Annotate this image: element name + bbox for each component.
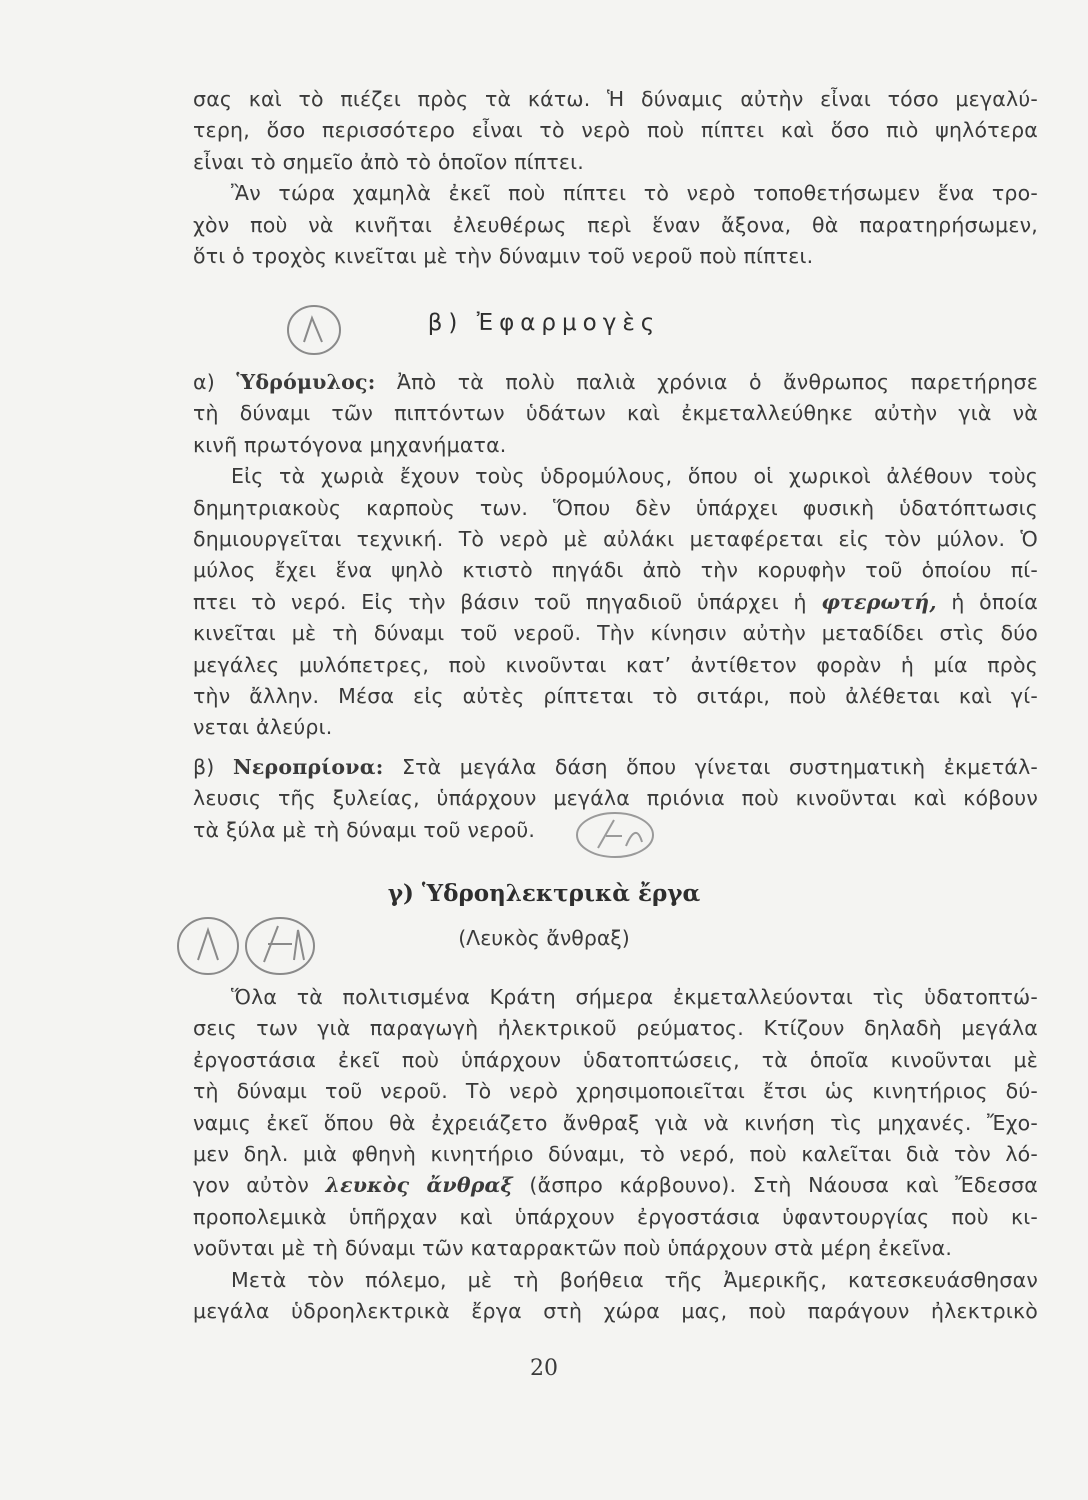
text-line: κινεῖται μὲ τὴ δύναμι τοῦ νεροῦ. Τὴν κίνησιν αὐτὴν μεταδίδει στὶς δύο: [193, 621, 1038, 646]
text-line: Ὅλα τὰ πολιτισμένα Κράτη σήμερα ἐκμεταλλεύονται τὶς ὑδατοπτώ-: [231, 985, 1038, 1009]
text-line: τὴν ἄλλην. Μέσα εἰς αὐτὲς ρίπτεται τὸ σιτάρι, ποὺ ἀλέθεται καὶ γί-: [193, 684, 1038, 709]
text-line: τὰ ξύλα μὲ τὴ δύναμι τοῦ νεροῦ.: [193, 817, 536, 842]
text-line: μεγάλα ὑδροηλεκτρικὰ ἔργα στὴ χώρα μας, ποὺ παράγουν ἠλεκτρικὸ: [193, 1299, 1038, 1324]
section-b-heading: β) Ἐφαρμογὲς: [427, 310, 661, 336]
text-line: εἶναι τὸ σημεῖο ἀπὸ τὸ ὁποῖον πίπτει.: [193, 149, 585, 174]
term-sawmill: Νεροπρίονα:: [232, 755, 384, 779]
item-label: α): [193, 370, 215, 394]
sawmill-paragraph: [193, 752, 1038, 846]
page-number: 20: [530, 1356, 558, 1381]
text-span: ἡ ὁποία: [951, 589, 1039, 614]
text-line: χὸν ποὺ νὰ κινῆται ἐλευθέρως περὶ ἕναν ἄξονα, θὰ παρατηρήσωμεν,: [193, 212, 1038, 237]
text-line: τὴ δύναμι τῶν πιπτόντων ὑδάτων καὶ ἐκμεταλλεύθηκε αὐτὴν γιὰ νὰ: [193, 401, 1038, 426]
text-line: [193, 367, 1038, 398]
text-line: λευσις τῆς ξυλείας, ὑπάρχουν μεγάλα πριόνια ποὺ κινοῦνται καὶ κόβουν: [193, 786, 1038, 811]
text-line: τὴ δύναμι τοῦ νεροῦ. Τὸ νερὸ χρησιμοποιεῖται ἔτσι ὡς κινητήριος δύ-: [193, 1079, 1038, 1104]
watermill-paragraph: [193, 367, 1038, 744]
text-span: Στὰ μεγάλα δάση ὅπου γίνεται συστηματικὴ ἐκμετάλ-: [401, 755, 1039, 779]
item-label: β): [193, 755, 215, 779]
text-line: Μετὰ τὸν πόλεμο, μὲ τὴ βοήθεια τῆς Ἀμερικῆς, κατεσκευάσθησαν: [231, 1267, 1038, 1292]
text-line: [193, 587, 1038, 618]
text-line: μεν δηλ. μιὰ φθηνὴ κινητήριο δύναμι, τὸ νερό, ποὺ καλεῖται διὰ τὸν λό-: [193, 1142, 1038, 1167]
text-span: (ἄσπρο κάρβουνο). Στὴ Νάουσα καὶ Ἔδεσσα: [529, 1173, 1039, 1198]
section-c-heading: γ) Ὑδροηλεκτρικὰ ἔργα: [387, 880, 701, 907]
text-line: προπολεμικὰ ὑπῆρχαν καὶ ὑπάρχουν ἐργοστάσια ὑφαντουργίας ποὺ κι-: [193, 1204, 1038, 1229]
hydro-paragraph-1: [193, 982, 1038, 1327]
text-line: μεγάλες μυλόπετρες, ποὺ κινοῦνται κατ’ ἀντίθετον φορὰν ἡ μία πρὸς: [193, 652, 1038, 677]
text-line: μύλος ἔχει ἕνα ψηλὸ κτιστὸ πηγάδι ἀπὸ τὴν κορυφὴν τοῦ ὁποίου πί-: [193, 558, 1038, 583]
text-line: [193, 1170, 1038, 1201]
term-wheel: φτερωτή,: [821, 589, 937, 614]
text-line: Εἰς τὰ χωριὰ ἔχουν τοὺς ὑδρομύλους, ὅπου οἱ χωρικοὶ ἀλέθουν τοὺς: [231, 464, 1038, 489]
text-line: ναμις ἐκεῖ ὅπου θὰ ἐχρειάζετο ἄνθραξ γιὰ νὰ κινήση τὶς μηχανές. Ἔχο-: [193, 1110, 1038, 1135]
text-line: ἐργοστάσια ἐκεῖ ποὺ ὑπάρχουν ὑδατοπτώσεις, τὰ ὁποῖα κινοῦνται μὲ: [193, 1047, 1038, 1072]
text-line: σας καὶ τὸ πιέζει πρὸς τὰ κάτω. Ἡ δύναμις αὐτὴν εἶναι τόσο μεγαλύ-: [193, 87, 1038, 111]
text-line: Ἂν τώρα χαμηλὰ ἐκεῖ ποὺ πίπτει τὸ νερὸ τοποθετήσωμεν ἕνα τρο-: [231, 181, 1038, 206]
text-line: ὅτι ὁ τροχὸς κινεῖται μὲ τὴν δύναμιν τοῦ νεροῦ ποὺ πίπτει.: [193, 244, 814, 269]
section-c-subheading: (Λευκὸς ἄνθραξ): [458, 926, 630, 950]
text-line: κινῆ πρωτόγονα μηχανήματα.: [193, 432, 507, 457]
text-line: νεται ἀλεύρι.: [193, 715, 333, 740]
text-span: γον αὐτὸν: [193, 1173, 309, 1198]
text-span: πτει τὸ νερό. Εἰς τὴν βάσιν τοῦ πηγαδιοῦ ὑπάρχει ἡ: [193, 589, 807, 614]
text-span: Ἀπὸ τὰ πολὺ παλιὰ χρόνια ὁ ἄνθρωπος παρετήρησε: [396, 370, 1039, 394]
text-line: δημιουργεῖται τεχνική. Τὸ νερὸ μὲ αὐλάκι μεταφέρεται εἰς τὸν μύλον. Ὁ: [193, 527, 1038, 552]
text-line: νοῦνται μὲ τὴ δύναμι τῶν καταρρακτῶν ποὺ ὑπάρχουν στὰ μέρη ἐκεῖνα.: [193, 1236, 953, 1261]
text-line: σεις των γιὰ παραγωγὴ ἠλεκτρικοῦ ρεύματος. Κτίζουν δηλαδὴ μεγάλα: [193, 1016, 1038, 1041]
text-line: τερη, ὅσο περισσότερο εἶναι τὸ νερὸ ποὺ πίπτει καὶ ὅσο πιὸ ψηλότερα: [193, 118, 1038, 143]
text-line: δημητριακοὺς καρποὺς των. Ὅπου δὲν ὑπάρχει φυσικὴ ὑδατόπτωσις: [193, 495, 1038, 520]
term-watermill: Ὑδρόμυλος:: [236, 370, 376, 394]
text-line: [193, 752, 1038, 783]
intro-paragraph: [193, 84, 1038, 272]
term-white-coal: λευκὸς ἄνθραξ: [325, 1173, 513, 1198]
